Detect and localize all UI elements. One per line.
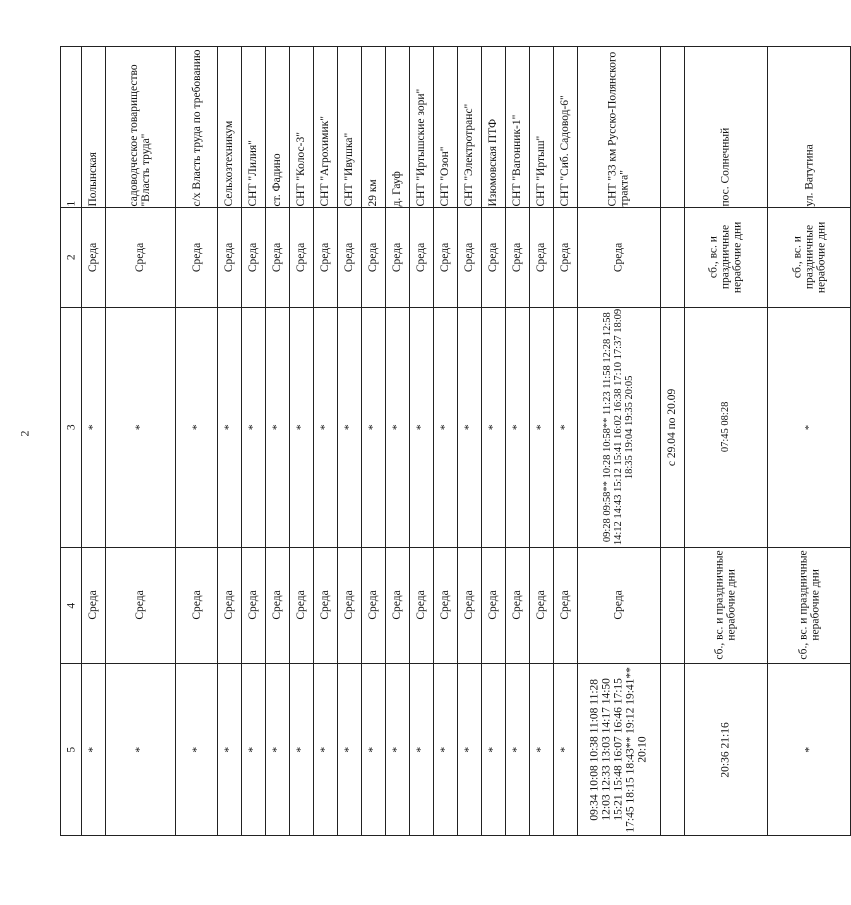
schedule-table xyxy=(60,46,851,836)
schedule-cell: * xyxy=(337,664,361,836)
schedule-cell: Среда xyxy=(505,207,529,307)
schedule-cell: Среда xyxy=(217,547,241,664)
schedule-cell: * xyxy=(313,664,337,836)
schedule-cell: * xyxy=(176,664,218,836)
schedule-cell: с 29.04 по 20.09 xyxy=(660,307,684,547)
schedule-cell: * xyxy=(265,664,289,836)
schedule-cell: * xyxy=(457,307,481,547)
schedule-cell: * xyxy=(265,307,289,547)
stop-name: 29 км xyxy=(361,47,385,208)
stop-name: СНТ "Электротранс" xyxy=(457,47,481,208)
schedule-cell: * xyxy=(553,664,577,836)
schedule-cell: * xyxy=(217,664,241,836)
stop-name: садоводческое товарищество "Власть труда" xyxy=(105,47,175,208)
schedule-cell: Среда xyxy=(457,547,481,664)
schedule-cell: Среда xyxy=(529,547,553,664)
schedule-cell: * xyxy=(553,307,577,547)
schedule-cell: 09:28 09:58** 10:28 10:58** 11:23 11:58 12:28 12:58 14:12 14:43 15:12 15:41 16:02 16:38 17:10 17:37 18:09 18:35 19:04 19:35 20:05 xyxy=(577,307,660,547)
schedule-cell: Среда xyxy=(457,207,481,307)
schedule-cell: * xyxy=(176,307,218,547)
schedule-cell xyxy=(660,547,684,664)
schedule-column-2 xyxy=(61,207,851,307)
stop-name: с/х Власть труда по требованию xyxy=(176,47,218,208)
schedule-rotated xyxy=(60,46,828,836)
schedule-cell: 20:36 21:16 xyxy=(684,664,767,836)
schedule-cell: * xyxy=(313,307,337,547)
schedule-cell: * xyxy=(361,664,385,836)
stop-name: Полынская xyxy=(81,47,105,208)
schedule-cell: Среда xyxy=(265,547,289,664)
schedule-cell: 07:45 08:28 xyxy=(684,307,767,547)
schedule-cell: сб., вс. и праздничные нерабочие дни xyxy=(684,547,767,664)
schedule-cell: Среда xyxy=(385,547,409,664)
stop-name: СНТ "Иртыш" xyxy=(529,47,553,208)
schedule-cell: * xyxy=(768,664,851,836)
schedule-cell: Среда xyxy=(241,207,265,307)
schedule-cell: Среда xyxy=(105,207,175,307)
stop-name: СНТ "Озон" xyxy=(433,47,457,208)
stop-name: СНТ "Иртышские зори" xyxy=(409,47,433,208)
schedule-body xyxy=(61,47,851,836)
column-number: 4 xyxy=(61,547,82,664)
schedule-cell: * xyxy=(481,664,505,836)
stop-name: Изюмовская ПТФ xyxy=(481,47,505,208)
schedule-cell: * xyxy=(529,307,553,547)
schedule-column-3 xyxy=(61,307,851,547)
stop-name xyxy=(660,47,684,208)
schedule-cell: Среда xyxy=(577,207,660,307)
schedule-cell: * xyxy=(337,307,361,547)
schedule-cell: Среда xyxy=(265,207,289,307)
stop-name: СНТ "Агрохимик" xyxy=(313,47,337,208)
stop-name: ул. Ватутина xyxy=(768,47,851,208)
schedule-column-4 xyxy=(61,547,851,664)
schedule-cell: * xyxy=(289,664,313,836)
schedule-cell xyxy=(660,207,684,307)
schedule-cell: * xyxy=(433,664,457,836)
schedule-cell: * xyxy=(105,664,175,836)
schedule-cell: * xyxy=(289,307,313,547)
schedule-cell: Среда xyxy=(337,547,361,664)
schedule-cell: Среда xyxy=(81,207,105,307)
schedule-cell: * xyxy=(385,664,409,836)
column-number: 1 xyxy=(61,47,82,208)
stop-name: СНТ "Лилия" xyxy=(241,47,265,208)
schedule-cell: Среда xyxy=(409,207,433,307)
stop-name: д. Гауф xyxy=(385,47,409,208)
column-number: 2 xyxy=(61,207,82,307)
schedule-cell: сб., вс. и праздничные нерабочие дни xyxy=(768,207,851,307)
schedule-cell: Среда xyxy=(361,547,385,664)
schedule-cell: * xyxy=(105,307,175,547)
schedule-cell: Среда xyxy=(505,547,529,664)
stop-name: Сельхозтехникум xyxy=(217,47,241,208)
stop-name: СНТ "Вагонник-1" xyxy=(505,47,529,208)
schedule-cell: Среда xyxy=(337,207,361,307)
schedule-column-5 xyxy=(61,664,851,836)
column-number: 3 xyxy=(61,307,82,547)
schedule-cell: * xyxy=(361,307,385,547)
schedule-cell: * xyxy=(241,664,265,836)
schedule-cell: * xyxy=(457,664,481,836)
schedule-cell: * xyxy=(768,307,851,547)
stop-name: СНТ "33 км Русско-Полянского тракта" xyxy=(577,47,660,208)
schedule-cell: Среда xyxy=(81,547,105,664)
schedule-cell: * xyxy=(433,307,457,547)
schedule-cell: Среда xyxy=(529,207,553,307)
stop-name: СНТ "Ивушка" xyxy=(337,47,361,208)
stop-name: СНТ "Колос-3" xyxy=(289,47,313,208)
schedule-cell: Среда xyxy=(385,207,409,307)
schedule-cell xyxy=(660,664,684,836)
schedule-cell: 09:34 10:08 10:38 11:08 11:28 12:03 12:33 13:03 14:17 14:50 15:21 15:48 16:07 16:46 17:15 17:45 18:15 18:43** 19:12 19:41** 20:10 xyxy=(577,664,660,836)
schedule-cell: Среда xyxy=(481,207,505,307)
schedule-cell: Среда xyxy=(361,207,385,307)
schedule-cell: Среда xyxy=(433,207,457,307)
schedule-cell: * xyxy=(409,664,433,836)
schedule-cell: Среда xyxy=(217,207,241,307)
schedule-cell: Среда xyxy=(313,547,337,664)
stop-name: СНТ "Сиб. Садовод-6" xyxy=(553,47,577,208)
schedule-cell: * xyxy=(505,307,529,547)
schedule-cell: сб., вс. и праздничные нерабочие дни xyxy=(768,547,851,664)
schedule-cell: Среда xyxy=(409,547,433,664)
schedule-cell: * xyxy=(81,307,105,547)
schedule-cell: Среда xyxy=(553,207,577,307)
stop-name: пос. Солнечный xyxy=(684,47,767,208)
schedule-cell: * xyxy=(409,307,433,547)
schedule-cell: * xyxy=(217,307,241,547)
page-number: 2 xyxy=(17,430,32,437)
schedule-cell: * xyxy=(481,307,505,547)
schedule-cell: * xyxy=(241,307,265,547)
schedule-cell: Среда xyxy=(553,547,577,664)
schedule-cell: Среда xyxy=(289,207,313,307)
schedule-cell: Среда xyxy=(313,207,337,307)
schedule-cell: Среда xyxy=(481,547,505,664)
stop-name: ст. Фадино xyxy=(265,47,289,208)
schedule-cell: сб., вс. и праздничные нерабочие дни xyxy=(684,207,767,307)
schedule-cell: Среда xyxy=(241,547,265,664)
schedule-cell: Среда xyxy=(176,547,218,664)
schedule-cell: * xyxy=(385,307,409,547)
column-number: 5 xyxy=(61,664,82,836)
schedule-cell: Среда xyxy=(577,547,660,664)
schedule-column-1 xyxy=(61,47,851,208)
schedule-cell: * xyxy=(505,664,529,836)
schedule-cell: Среда xyxy=(105,547,175,664)
schedule-cell: Среда xyxy=(289,547,313,664)
schedule-cell: * xyxy=(529,664,553,836)
schedule-cell: Среда xyxy=(176,207,218,307)
schedule-cell: * xyxy=(81,664,105,836)
schedule-cell: Среда xyxy=(433,547,457,664)
